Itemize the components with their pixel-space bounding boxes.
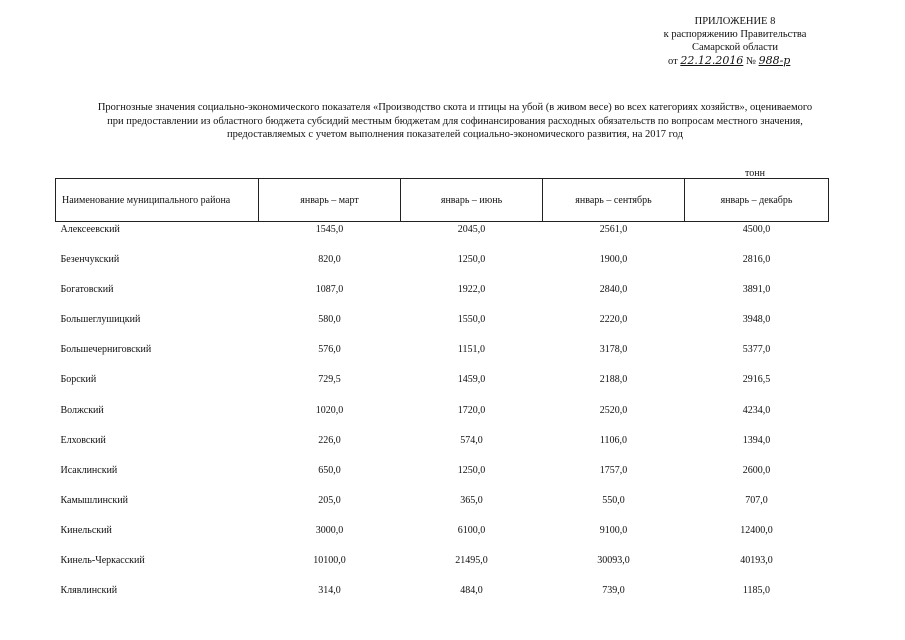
value-cell: 3000,0 — [315, 524, 344, 536]
value-cell: 10100,0 — [313, 555, 346, 567]
column-header-9m: январь – сентябрь — [543, 179, 685, 222]
value-cell: 1922,0 — [457, 284, 486, 296]
appendix-title: ПРИЛОЖЕНИЕ 8 — [694, 16, 776, 27]
region-name: Самарской области — [692, 42, 778, 53]
value-cell: 2561,0 — [599, 224, 628, 235]
value-cell: 3178,0 — [599, 344, 628, 356]
table-row — [56, 282, 829, 312]
value-cell: 1459,0 — [457, 374, 486, 386]
table-row — [56, 523, 829, 553]
district-name-cell: Елховский — [60, 434, 106, 446]
table-row — [56, 342, 829, 372]
district-name-cell: Большеглушицкий — [60, 314, 141, 326]
value-cell: 1394,0 — [742, 434, 771, 446]
value-cell: 574,0 — [460, 434, 483, 446]
value-cell: 2600,0 — [742, 464, 771, 476]
district-name-cell: Кинель-Черкасский — [60, 555, 145, 567]
document-title — [40, 101, 870, 142]
value-cell: 2045,0 — [457, 224, 486, 235]
table-row — [56, 433, 829, 463]
table-row — [56, 312, 829, 342]
value-cell: 1151,0 — [457, 344, 486, 356]
district-name-cell: Камышлинский — [60, 494, 128, 506]
value-cell: 1250,0 — [457, 464, 486, 476]
value-cell: 1720,0 — [457, 404, 486, 416]
value-cell: 1900,0 — [599, 254, 628, 266]
title-line: Прогнозные значения социально-экономического показателя «Производство скота и птицы на убой (в живом весе) во всех категориях хозяйств», оцениваемого — [97, 102, 813, 113]
value-cell: 4234,0 — [742, 404, 771, 416]
value-cell: 30093,0 — [597, 555, 630, 567]
value-cell: 550,0 — [602, 494, 625, 506]
value-cell: 2520,0 — [599, 404, 628, 416]
title-line: предоставляемых с учетом выполнения показателей социально-экономического развития, на 2017 год — [227, 129, 683, 140]
value-cell: 3948,0 — [742, 314, 771, 326]
value-cell: 5377,0 — [742, 344, 771, 356]
date-number-line — [640, 54, 830, 68]
district-name-cell: Борский — [60, 374, 97, 386]
column-header-h1: январь – июнь — [401, 179, 543, 222]
value-cell: 1757,0 — [599, 464, 628, 476]
value-cell: 1185,0 — [742, 585, 771, 597]
value-cell: 4500,0 — [742, 224, 771, 235]
district-name-cell: Кинельский — [60, 524, 112, 536]
column-header-q1: январь – март — [259, 179, 401, 222]
value-cell: 226,0 — [318, 434, 341, 446]
value-cell: 1250,0 — [457, 254, 486, 266]
district-name-cell: Богатовский — [60, 284, 114, 296]
table-row — [56, 583, 829, 613]
value-cell: 365,0 — [460, 494, 483, 506]
value-cell: 1550,0 — [457, 314, 486, 326]
table-row — [56, 222, 829, 253]
column-header-year: январь – декабрь — [685, 179, 829, 222]
value-cell: 1020,0 — [315, 404, 344, 416]
table-row — [56, 252, 829, 282]
value-cell: 3891,0 — [742, 284, 771, 296]
handwritten-number: 988-р — [758, 54, 791, 67]
value-cell: 820,0 — [318, 254, 341, 266]
value-cell: 314,0 — [318, 585, 341, 597]
value-cell: 576,0 — [318, 344, 341, 356]
value-cell: 1087,0 — [315, 284, 344, 296]
value-cell: 729,5 — [318, 374, 341, 386]
district-name-cell: Клявлинский — [60, 585, 118, 597]
forecast-table — [55, 178, 829, 613]
number-prefix: № — [745, 56, 756, 67]
column-header-district: Наименование муниципального района — [56, 179, 259, 222]
unit-label: тонн — [745, 168, 765, 179]
value-cell: 707,0 — [745, 494, 768, 506]
value-cell: 484,0 — [460, 585, 483, 597]
value-cell: 40193,0 — [740, 555, 773, 567]
value-cell: 205,0 — [318, 494, 341, 506]
value-cell: 2220,0 — [599, 314, 628, 326]
value-cell: 739,0 — [602, 585, 625, 597]
table-row — [56, 553, 829, 583]
value-cell: 2816,0 — [742, 254, 771, 266]
order-reference: к распоряжению Правительства — [663, 29, 807, 40]
value-cell: 2840,0 — [599, 284, 628, 296]
value-cell: 12400,0 — [740, 524, 773, 536]
district-name-cell: Большечерниговский — [60, 344, 152, 356]
value-cell: 580,0 — [318, 314, 341, 326]
district-name-cell: Волжский — [60, 404, 104, 416]
title-line: при предоставлении из областного бюджета субсидий местным бюджетам для софинансирования расходных обязательств по вопросам местного значения, — [107, 115, 803, 127]
table-row — [56, 493, 829, 523]
value-cell: 2188,0 — [599, 374, 628, 386]
value-cell: 1545,0 — [315, 224, 344, 235]
value-cell: 21495,0 — [455, 555, 488, 567]
appendix-header — [640, 15, 830, 68]
value-cell: 2916,5 — [742, 374, 771, 386]
value-cell: 9100,0 — [599, 524, 628, 536]
district-name-cell: Исаклинский — [60, 464, 118, 476]
table-row — [56, 403, 829, 433]
value-cell: 1106,0 — [599, 434, 628, 446]
district-name-cell: Алексеевский — [60, 224, 120, 235]
handwritten-date: 22.12.2016 — [680, 54, 744, 67]
district-name-cell: Безенчукский — [60, 254, 120, 266]
table-row — [56, 463, 829, 493]
value-cell: 6100,0 — [457, 524, 486, 536]
from-prefix: от — [668, 56, 678, 67]
table-row — [56, 372, 829, 402]
value-cell: 650,0 — [318, 464, 341, 476]
table-header-row — [56, 179, 829, 222]
table-body — [56, 222, 829, 614]
